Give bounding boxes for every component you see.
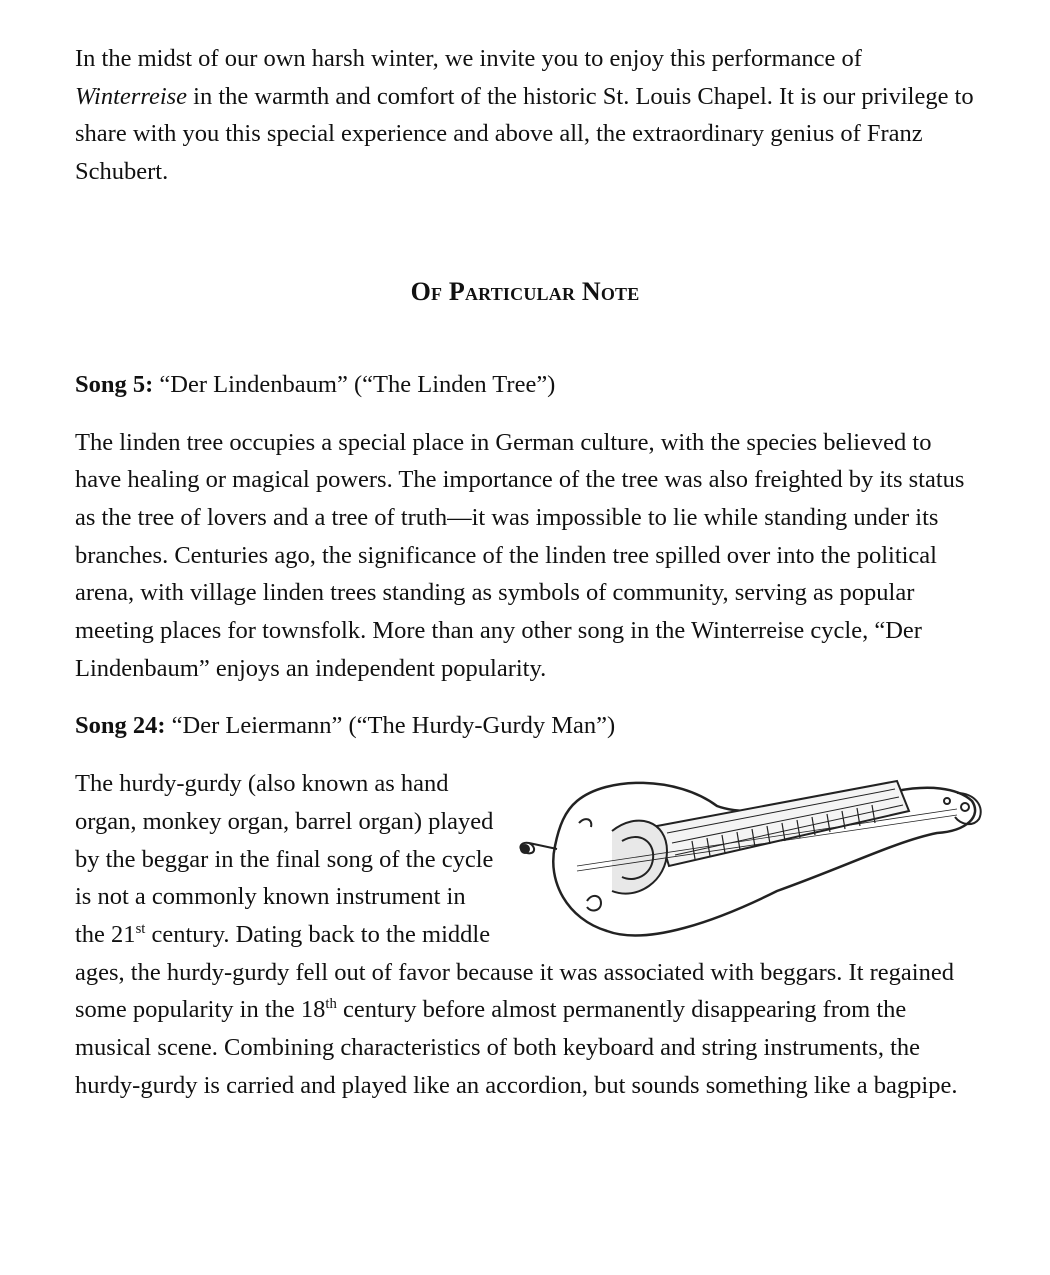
song24-heading	[75, 707, 975, 745]
song24-body-text-a: The hurdy-gurdy (also known as hand organ, monkey organ, barrel organ) played by the beggar in the final song of the cycle is not a commonly known instrument in the 21	[75, 770, 494, 948]
song5-title: “Der Lindenbaum” (“The Linden Tree”)	[153, 370, 556, 398]
hurdy-gurdy-icon	[517, 771, 987, 947]
intro-paragraph	[75, 40, 975, 191]
program-page	[75, 40, 975, 1124]
work-title: Winterreise	[75, 82, 188, 110]
song24-label: Song 24:	[75, 712, 166, 740]
song24-body-text-b: century. Dating back to the middle ages, the hurdy-gurdy fell out of favor because it was associated with beggars. It regained some popularity in the 18	[75, 920, 954, 1024]
ordinal-st: st	[135, 920, 146, 937]
ordinal-th: th	[325, 996, 337, 1013]
song5-heading	[75, 366, 975, 404]
section-heading: Of Particular Note	[410, 276, 640, 306]
intro-text-1: In the midst of our own harsh winter, we invite you to enjoy this performance of	[75, 45, 862, 72]
song24-body-text-c: century before almost permanently disappearing from the musical scene. Combining characteristics of both keyboard and string instruments, the hurdy-gurdy is carried and played like an accordion, but sounds something like a bagpipe.	[75, 996, 958, 1099]
song5-body: The linden tree occupies a special place in German culture, with the species believed to have healing or magical powers. The importance of the tree was also freighted by its status as the tree of lovers and a tree of truth—it was impossible to lie while standing under its branches. Centuries ago, the significance of the linden tree spilled over into the political arena, with village linden trees standing as symbols of community, serving as popular meeting places for townsfolk. More than any other song in the Winterreise cycle, “Der Lindenbaum” enjoys an independent popularity.	[75, 428, 965, 682]
song24-body	[75, 765, 975, 1104]
song24-title: “Der Leiermann” (“The Hurdy-Gurdy Man”)	[165, 712, 616, 740]
intro-text-2: in the warmth and comfort of the historic St. Louis Chapel. It is our privilege to share with you this special experience and above all, the extraordinary genius of Franz Schubert.	[75, 82, 974, 186]
hurdy-gurdy-illustration	[517, 771, 987, 947]
song5-label: Song 5:	[75, 370, 154, 398]
